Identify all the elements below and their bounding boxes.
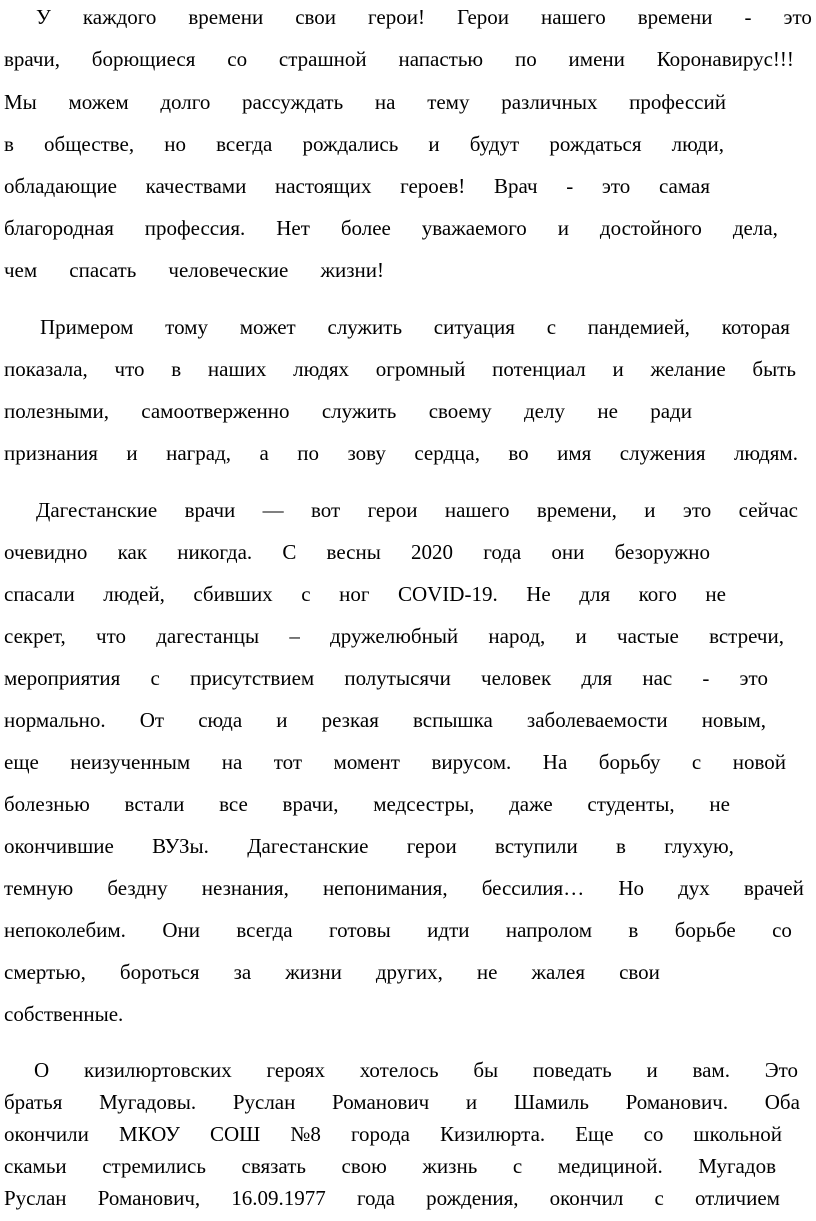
word: СОШ — [209, 1122, 261, 1146]
paragraph-1-line-3 — [4, 90, 726, 114]
paragraph-4-line-1 — [34, 1058, 798, 1082]
word: С — [282, 540, 297, 564]
word: служить — [321, 399, 397, 423]
word: и — [126, 441, 138, 465]
word: будут — [469, 132, 520, 156]
word: темную — [4, 876, 74, 900]
word: врачей — [743, 876, 804, 900]
word: не — [705, 582, 726, 606]
paragraph-3-line-1 — [36, 498, 798, 522]
word: Это — [764, 1058, 798, 1082]
word: ради — [650, 399, 692, 423]
word: нашего — [541, 5, 606, 29]
word: Шамиль — [513, 1090, 589, 1114]
word: с — [691, 750, 702, 774]
word: медсестры, — [373, 792, 475, 816]
word: напастью — [398, 47, 484, 71]
word: — — [262, 498, 284, 522]
paragraph-2-line-2 — [4, 357, 796, 381]
word: болезнью — [4, 792, 90, 816]
word: города — [350, 1122, 410, 1146]
word: окончил — [549, 1186, 624, 1210]
word: со — [227, 47, 248, 71]
word: может — [239, 315, 296, 339]
word: служения — [619, 441, 706, 465]
word: в — [616, 834, 626, 858]
word: это — [783, 5, 812, 29]
word: Мугадовы. — [99, 1090, 197, 1114]
word: Дагестанские — [36, 498, 158, 522]
word: врачи, — [4, 47, 60, 71]
paragraph-1-line-4 — [4, 132, 724, 156]
word: за — [233, 960, 252, 984]
paragraph-3-line-8 — [4, 792, 730, 816]
word: свои — [619, 960, 660, 984]
paragraph-1-line-5 — [4, 174, 710, 198]
word: с — [512, 1154, 523, 1178]
word: Оба — [764, 1090, 800, 1114]
word: полутысячи — [344, 666, 451, 690]
word: кого — [638, 582, 677, 606]
word: долго — [160, 90, 211, 114]
word: Еще — [575, 1122, 614, 1146]
word: дагестанцы — [156, 624, 260, 648]
word: пандемией, — [587, 315, 690, 339]
word: братья — [4, 1090, 63, 1114]
word: времени, — [536, 498, 617, 522]
paragraph-3-line-5 — [4, 666, 768, 690]
word: хотелось — [359, 1058, 439, 1082]
word: всегда — [216, 132, 273, 156]
word: бороться — [119, 960, 200, 984]
word: Романович. — [625, 1090, 729, 1114]
word: герои — [406, 834, 457, 858]
word: непоколебим. — [4, 918, 126, 942]
word: и — [612, 357, 624, 381]
paragraph-2-line-1 — [40, 315, 790, 339]
word: жизни — [285, 960, 342, 984]
word: со — [772, 918, 792, 942]
word: с — [301, 582, 311, 606]
word: - — [744, 5, 752, 29]
paragraph-2-line-4 — [4, 441, 798, 465]
word: момент — [333, 750, 400, 774]
paragraph-2-line-3 — [4, 399, 692, 423]
word: но — [164, 132, 186, 156]
word: поведать — [532, 1058, 612, 1082]
word: спасать — [69, 258, 137, 282]
word: – — [289, 624, 300, 648]
paragraph-3-line-4 — [4, 624, 784, 648]
word: ситуация — [433, 315, 515, 339]
word: готовы — [329, 918, 391, 942]
word: борьбу — [598, 750, 661, 774]
word: уважаемого — [421, 216, 527, 240]
word: человеческие — [168, 258, 289, 282]
paragraph-4-line-4 — [4, 1154, 776, 1178]
word: секрет, — [4, 624, 66, 648]
word: напролом — [505, 918, 593, 942]
word: наград, — [166, 441, 232, 465]
word: новым, — [701, 708, 766, 732]
word: 2020 — [411, 540, 454, 564]
word: О — [34, 1058, 50, 1082]
word: показала, — [4, 357, 88, 381]
paragraph-3-line-3 — [4, 582, 726, 606]
word: на — [221, 750, 243, 774]
word: дружелюбный — [330, 624, 459, 648]
word: все — [219, 792, 248, 816]
word: Коронавирус!!! — [656, 47, 794, 71]
word: это — [601, 174, 631, 198]
word: не — [476, 960, 498, 984]
word: весны — [326, 540, 381, 564]
word: времени — [188, 5, 264, 29]
word: Романович, — [97, 1186, 201, 1210]
word: людях — [293, 357, 350, 381]
word: всегда — [236, 918, 293, 942]
word: не — [597, 399, 618, 423]
word: бы — [473, 1058, 499, 1082]
word: №8 — [290, 1122, 321, 1146]
word: и — [428, 132, 440, 156]
word: врачи — [184, 498, 236, 522]
word: скамьи — [4, 1154, 67, 1178]
word: На — [542, 750, 568, 774]
word: тот — [273, 750, 303, 774]
word: Но — [618, 876, 644, 900]
paragraph-1-line-7 — [4, 258, 384, 282]
word: более — [340, 216, 391, 240]
word: для — [579, 582, 611, 606]
word: даже — [509, 792, 553, 816]
word: присутствием — [189, 666, 315, 690]
word: наших — [207, 357, 267, 381]
word: сердца, — [414, 441, 480, 465]
word: они — [551, 540, 585, 564]
word: герои — [367, 498, 418, 522]
paragraph-1-line-6 — [4, 216, 778, 240]
word: ног — [339, 582, 370, 606]
word: по — [297, 441, 320, 465]
word: новой — [732, 750, 786, 774]
word: глухую, — [664, 834, 734, 858]
word: профессий — [629, 90, 726, 114]
word: а — [259, 441, 269, 465]
word: для — [581, 666, 613, 690]
word: медициной. — [557, 1154, 663, 1178]
word: Мы — [4, 90, 37, 114]
word: нас — [642, 666, 673, 690]
word: идти — [427, 918, 470, 942]
word: - — [702, 666, 710, 690]
word: врачи, — [282, 792, 339, 816]
word: очевидно — [4, 540, 88, 564]
word: со — [643, 1122, 664, 1146]
word: в — [171, 357, 182, 381]
word: людей, — [103, 582, 165, 606]
word: быть — [752, 357, 796, 381]
word: жалея — [531, 960, 586, 984]
word: года — [356, 1186, 395, 1210]
word: смертью, — [4, 960, 86, 984]
word: никогда. — [177, 540, 253, 564]
word: Нет — [276, 216, 310, 240]
word: вирусом. — [431, 750, 512, 774]
word: Романович — [332, 1090, 430, 1114]
word: самоотверженно — [141, 399, 290, 423]
word: обладающие — [4, 174, 117, 198]
word: сейчас — [738, 498, 798, 522]
word: человек — [481, 666, 552, 690]
word: зову — [347, 441, 386, 465]
word: имени — [568, 47, 625, 71]
word: что — [96, 624, 126, 648]
word: на — [374, 90, 396, 114]
word: свои — [295, 5, 337, 29]
word: полезными, — [4, 399, 109, 423]
word: встречи, — [709, 624, 784, 648]
word: тему — [427, 90, 470, 114]
word: в — [628, 918, 639, 942]
word: не — [709, 792, 730, 816]
word: мероприятия — [4, 666, 121, 690]
word: тому — [165, 315, 208, 339]
word: нашего — [444, 498, 510, 522]
word: других, — [375, 960, 443, 984]
word: дух — [678, 876, 710, 900]
word: профессия. — [144, 216, 246, 240]
word: что — [114, 357, 145, 381]
word: можем — [68, 90, 129, 114]
word: и — [557, 216, 569, 240]
word: бездну — [107, 876, 168, 900]
word: Кизилюрта. — [439, 1122, 546, 1146]
word: резкая — [321, 708, 379, 732]
word: и — [646, 1058, 658, 1082]
word: частые — [617, 624, 679, 648]
word: года — [483, 540, 522, 564]
word: имя — [557, 441, 592, 465]
word: герои! — [368, 5, 425, 29]
word: рассуждать — [242, 90, 344, 114]
word: и — [575, 624, 587, 648]
word: неизученным — [70, 750, 191, 774]
word: незнания, — [201, 876, 289, 900]
word: времени — [637, 5, 713, 29]
word: спасали — [4, 582, 75, 606]
word: Мугадов — [698, 1154, 776, 1178]
word: признания — [4, 441, 98, 465]
paragraph-1-line-1 — [36, 5, 812, 29]
word: студенты, — [587, 792, 675, 816]
word: это — [739, 666, 768, 690]
word: Руслан — [4, 1186, 67, 1210]
word: желание — [650, 357, 726, 381]
word: делу — [524, 399, 565, 423]
word: встали — [124, 792, 185, 816]
paragraph-3-line-10 — [4, 876, 804, 900]
word: героях — [266, 1058, 325, 1082]
word: с — [654, 1186, 664, 1210]
word: каждого — [82, 5, 157, 29]
paragraph-1-line-2 — [4, 47, 794, 71]
word: с — [546, 315, 557, 339]
word: чем — [4, 258, 38, 282]
word: связать — [241, 1154, 306, 1178]
word: качествами — [145, 174, 247, 198]
word: огромный — [375, 357, 466, 381]
word: ВУЗы. — [152, 834, 209, 858]
word: которая — [721, 315, 790, 339]
word: обществе, — [44, 132, 135, 156]
word: Дагестанские — [247, 834, 369, 858]
paragraph-3-line-2 — [4, 540, 710, 564]
word: школьной — [693, 1122, 782, 1146]
word: вспышка — [412, 708, 493, 732]
word: благородная — [4, 216, 114, 240]
word: по — [514, 47, 537, 71]
paragraph-3-line-9 — [4, 834, 734, 858]
paragraph-3-line-6 — [4, 708, 766, 732]
word: рождались — [302, 132, 399, 156]
word: самая — [658, 174, 710, 198]
word: Примером — [40, 315, 134, 339]
paragraph-3-line-13: собственные. — [4, 1002, 124, 1026]
word: служить — [327, 315, 403, 339]
word: Руслан — [232, 1090, 296, 1114]
paragraph-4-line-2 — [4, 1090, 800, 1114]
word: Герои — [456, 5, 510, 29]
word: нормально. — [4, 708, 106, 732]
word: отличием — [694, 1186, 780, 1210]
word: У — [36, 5, 51, 29]
word: дела, — [732, 216, 778, 240]
paragraph-4-line-5 — [4, 1186, 780, 1210]
word: стремились — [102, 1154, 206, 1178]
word: как — [117, 540, 148, 564]
word: заболеваемости — [526, 708, 668, 732]
word: - — [566, 174, 574, 198]
word: людям. — [733, 441, 798, 465]
word: Они — [162, 918, 200, 942]
word: От — [139, 708, 165, 732]
word: безоружно — [614, 540, 710, 564]
word: в — [4, 132, 14, 156]
word: сюда — [198, 708, 243, 732]
word: вам. — [692, 1058, 730, 1082]
word: Врач — [493, 174, 538, 198]
word: своему — [428, 399, 492, 423]
word: с — [150, 666, 160, 690]
word: народ, — [488, 624, 546, 648]
paragraph-3-line-12 — [4, 960, 660, 984]
word: борьбе — [674, 918, 736, 942]
word: различных — [501, 90, 598, 114]
word: страшной — [278, 47, 367, 71]
word: люди, — [671, 132, 724, 156]
word: борющиеся — [91, 47, 196, 71]
word: жизнь — [422, 1154, 478, 1178]
word: потенциал — [492, 357, 586, 381]
word: вступили — [495, 834, 578, 858]
word: окончили — [4, 1122, 89, 1146]
word: во — [508, 441, 529, 465]
word: рождения, — [426, 1186, 519, 1210]
word: кизилюртовских — [83, 1058, 232, 1082]
word: героев! — [400, 174, 466, 198]
word: COVID-19. — [397, 582, 498, 606]
word: окончившие — [4, 834, 114, 858]
word: и — [465, 1090, 478, 1114]
word: жизни! — [320, 258, 384, 282]
word: рождаться — [549, 132, 642, 156]
paragraph-3-line-11 — [4, 918, 792, 942]
word: это — [682, 498, 712, 522]
word: 16.09.1977 — [231, 1186, 326, 1210]
word: МКОУ — [118, 1122, 180, 1146]
word: еще — [4, 750, 39, 774]
word: свою — [341, 1154, 387, 1178]
paragraph-4-line-3 — [4, 1122, 782, 1146]
word: бессилия… — [481, 876, 585, 900]
word: и — [644, 498, 656, 522]
word: Не — [526, 582, 551, 606]
word: непонимания, — [322, 876, 448, 900]
word: достойного — [599, 216, 702, 240]
paragraph-3-line-7 — [4, 750, 786, 774]
word: вот — [311, 498, 341, 522]
word: настоящих — [275, 174, 372, 198]
word: сбивших — [193, 582, 273, 606]
word: и — [276, 708, 288, 732]
